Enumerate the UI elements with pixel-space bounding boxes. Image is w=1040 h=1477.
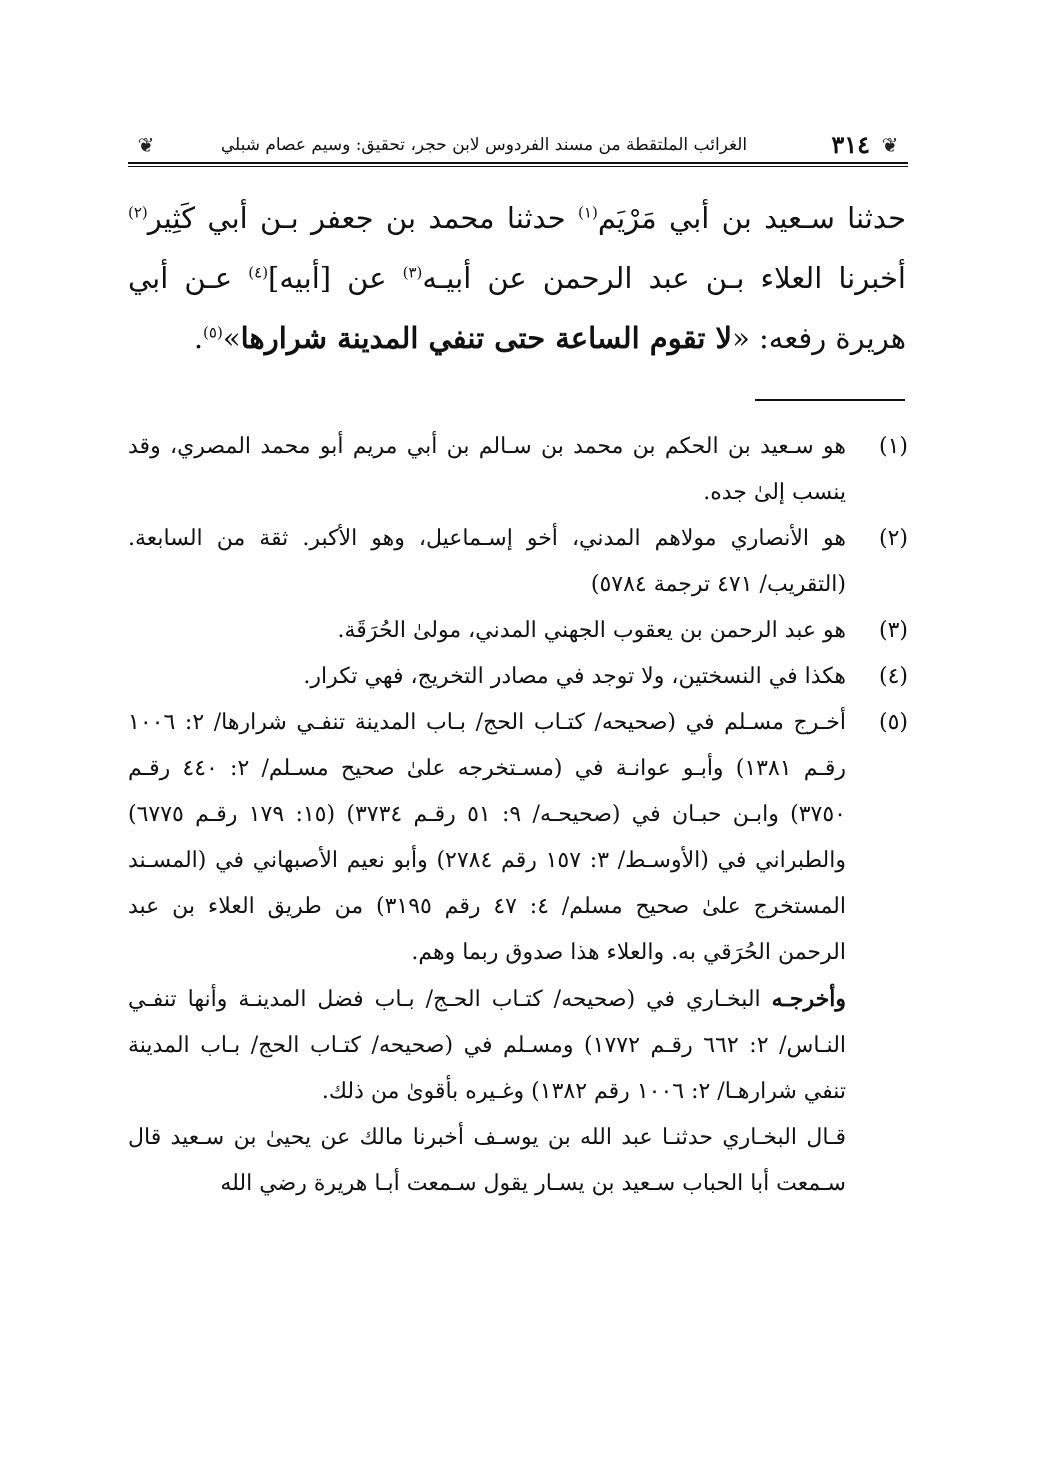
- ornament-icon: ❦: [881, 133, 899, 157]
- footnote-number: (٢): [878, 526, 908, 551]
- footnote: [128, 700, 908, 976]
- footnote: [128, 424, 908, 516]
- isnad-text: أخبرنا العلاء بـن عبد الرحمن عن أبيـه: [422, 261, 906, 295]
- running-title: الغرائب الملتقطة من مسند الفردوس لابن حجر، تحقيق: وسيم عصام شبلي: [220, 135, 748, 155]
- sentence-end: .: [193, 321, 204, 355]
- footnote-text: هو سـعيد بن الحكم بن محمد بن سـالم بن أبي مريم أبو محمد المصري، وقد ينسب إلىٰ جده.: [128, 434, 846, 505]
- main-text: [128, 188, 906, 368]
- footnote-ref[interactable]: (٢): [128, 203, 148, 222]
- footnote: [128, 608, 908, 654]
- footnote-number: (٣): [878, 618, 908, 643]
- footnote-text: هو الأنصاري مولاهم المدني، أخو إسـماعيل، وهو الأكبر. ثقة من السابعة. (التقريب/ ٤٧١ ترجمة ٥٧٨٤): [128, 526, 846, 597]
- footnote-number: (٤): [878, 664, 908, 689]
- isnad-text: عـن أبي هريرة رفعه: «: [128, 261, 906, 355]
- isnad-text: حدثنا محمد بن جعفر بـن أبي كَثِير: [147, 201, 579, 235]
- footnote-ref[interactable]: (٤): [248, 263, 269, 282]
- ornament-icon: ❦: [137, 133, 155, 157]
- footnote-separator: [755, 399, 905, 401]
- footnote-text: هكذا في النسختين، ولا توجد في مصادر التخريج، فهي تكرار.: [303, 664, 846, 689]
- footnote-number: (٥): [878, 710, 908, 735]
- footnotes: [128, 424, 908, 1207]
- paragraph-lead: وأخرجـه: [771, 986, 846, 1012]
- footnote-ref[interactable]: (١): [578, 203, 598, 222]
- header-rule-thin: [128, 166, 908, 167]
- isnad-text: حدثنا سـعيد بن أبي مَرْيَم: [597, 201, 906, 235]
- footnote-ref[interactable]: (٥): [203, 323, 223, 342]
- page-number: ٣١٤: [831, 130, 870, 159]
- footnote-text: هو عبد الرحمن بن يعقوب الجهني المدني، مولىٰ الحُرَقَة.: [337, 618, 846, 643]
- header-rule: [128, 162, 908, 164]
- footnote-paragraph: [128, 1115, 908, 1207]
- footnote-paragraph: [128, 976, 908, 1115]
- footnote-ref[interactable]: (٣): [402, 263, 423, 282]
- isnad-text: عن [أبيه]: [268, 261, 403, 295]
- hadith-close: »: [222, 321, 241, 355]
- footnote: [128, 654, 908, 700]
- footnote-text: أخـرج مسـلم في (صحيحه/ كتـاب الحج/ بـاب المدينة تنفـي شرارها/ ٢: ١٠٠٦ رقـم ١٣٨١) وأبـو عوانـة في (مسـتخرجه علىٰ صحيح مسـلم/ ٢: ٤٤٠ رقـم ٣٧٥٠) وابـن حبـان في (صحيحـه/ ٩: ٥١ رقـم ٣٧٣٤) (١٥: ١٧٩ رقـم ٦٧٧٥) والطبراني في (الأوسـط/ ٣: ١٥٧ رقم ٢٧٨٤) وأبو نعيم الأصبهاني في (المسـند المستخرج علىٰ صحيح مسلم/ ٤: ٤٧ رقم ٣١٩٥) من طريق العلاء بن عبد الرحمن الحُرَقي به. والعلاء هذا صدوق ربما وهم.: [128, 710, 847, 965]
- page-header: [128, 130, 908, 160]
- paragraph-text: قـال البخـاري حدثنـا عبد الله بن يوسـف أخبرنا مالك عن يحيىٰ بن سـعيد قال سـمعت أبا الحباب سـعيد بن يسـار يقول سـمعت أبـا هريرة رضي الله: [128, 1125, 846, 1196]
- hadith-text: لا تقوم الساعة حتى تنفي المدينة شرارها: [240, 321, 733, 355]
- footnote: [128, 516, 908, 608]
- paragraph-text: البخـاري في (صحيحه/ كتـاب الحـج/ بـاب فضل المدينـة وأنها تنفـي النـاس/ ٢: ٦٦٢ رقـم ١٧٧٢) ومسـلم في (صحيحه/ كتـاب الحج/ بـاب المدينة تنفي شرارهـا/ ٢: ١٠٠٦ رقم ١٣٨٢) وغـيره بأقوىٰ من ذلك.: [128, 987, 847, 1104]
- footnote-number: (١): [878, 434, 908, 459]
